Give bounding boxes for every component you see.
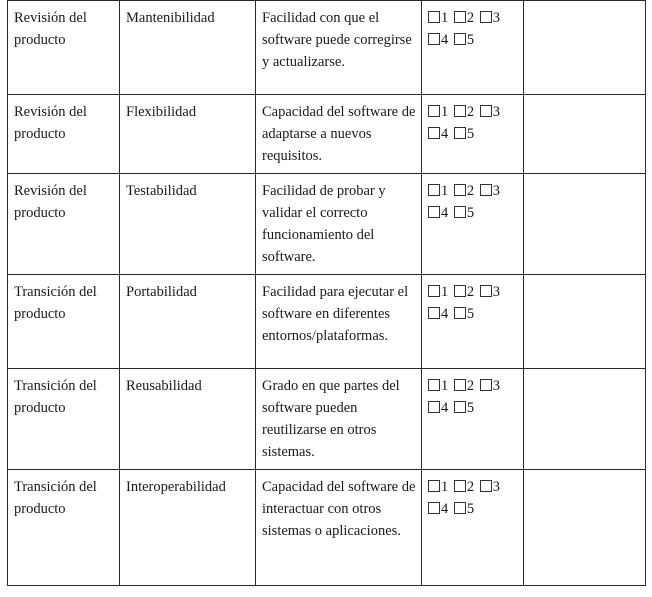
checkbox-icon[interactable] (454, 285, 466, 297)
attribute-cell: Portabilidad (120, 275, 256, 369)
observations-cell[interactable] (524, 174, 646, 275)
rating-option[interactable]: 1 (428, 375, 448, 397)
description-cell: Facilidad para ejecutar el software en diferentes entornos/plataformas. (256, 275, 422, 369)
checkbox-icon[interactable] (428, 502, 440, 514)
rating-options (428, 7, 518, 51)
rating-option[interactable]: 1 (428, 476, 448, 498)
description-cell: Grado en que partes del software pueden reutilizarse en otros sistemas. (256, 369, 422, 470)
category-cell: Transición del producto (8, 470, 120, 586)
checkbox-icon[interactable] (480, 480, 492, 492)
checkbox-icon[interactable] (454, 206, 466, 218)
rating-option[interactable]: 5 (454, 397, 474, 419)
observations-cell[interactable] (524, 1, 646, 95)
category-cell: Revisión del producto (8, 1, 120, 95)
rating-option[interactable]: 2 (454, 281, 474, 303)
observations-cell[interactable] (524, 369, 646, 470)
checkbox-icon[interactable] (454, 33, 466, 45)
rating-option[interactable]: 1 (428, 281, 448, 303)
observations-cell[interactable] (524, 95, 646, 174)
rating-cell (422, 275, 524, 369)
category-cell: Revisión del producto (8, 174, 120, 275)
checkbox-icon[interactable] (428, 206, 440, 218)
table-row (8, 275, 646, 369)
rating-option[interactable]: 4 (428, 303, 448, 325)
rating-option[interactable]: 2 (454, 7, 474, 29)
rating-options (428, 180, 518, 224)
checkbox-icon[interactable] (454, 105, 466, 117)
attribute-cell: Mantenibilidad (120, 1, 256, 95)
checkbox-icon[interactable] (480, 105, 492, 117)
rating-options (428, 476, 518, 520)
rating-option[interactable]: 5 (454, 498, 474, 520)
table-row (8, 174, 646, 275)
checkbox-icon[interactable] (454, 307, 466, 319)
category-cell: Transición del producto (8, 369, 120, 470)
rating-options (428, 101, 518, 145)
checkbox-icon[interactable] (454, 11, 466, 23)
checkbox-icon[interactable] (428, 184, 440, 196)
checkbox-icon[interactable] (454, 184, 466, 196)
rating-option[interactable]: 5 (454, 123, 474, 145)
rating-option[interactable]: 1 (428, 180, 448, 202)
rating-option[interactable]: 2 (454, 180, 474, 202)
rating-option[interactable]: 2 (454, 101, 474, 123)
rating-cell (422, 1, 524, 95)
rating-options (428, 281, 518, 325)
table-body (8, 1, 646, 586)
rating-option[interactable]: 4 (428, 202, 448, 224)
checkbox-icon[interactable] (428, 11, 440, 23)
rating-option[interactable]: 3 (480, 281, 500, 303)
checkbox-icon[interactable] (480, 11, 492, 23)
checkbox-icon[interactable] (428, 285, 440, 297)
rating-cell (422, 174, 524, 275)
checkbox-icon[interactable] (428, 127, 440, 139)
rating-option[interactable]: 2 (454, 375, 474, 397)
observations-cell[interactable] (524, 470, 646, 586)
rating-cell (422, 369, 524, 470)
rating-option[interactable]: 3 (480, 7, 500, 29)
table-row (8, 95, 646, 174)
checkbox-icon[interactable] (454, 127, 466, 139)
checkbox-icon[interactable] (428, 379, 440, 391)
attribute-cell: Testabilidad (120, 174, 256, 275)
rating-cell (422, 470, 524, 586)
rating-option[interactable]: 1 (428, 101, 448, 123)
rating-option[interactable]: 3 (480, 180, 500, 202)
description-cell: Capacidad del software de adaptarse a nuevos requisitos. (256, 95, 422, 174)
category-cell: Revisión del producto (8, 95, 120, 174)
checkbox-icon[interactable] (428, 480, 440, 492)
description-cell: Capacidad del software de interactuar con otros sistemas o aplicaciones. (256, 470, 422, 586)
rating-cell (422, 95, 524, 174)
rating-option[interactable]: 1 (428, 7, 448, 29)
attribute-cell: Reusabilidad (120, 369, 256, 470)
checkbox-icon[interactable] (428, 401, 440, 413)
checkbox-icon[interactable] (454, 401, 466, 413)
rating-option[interactable]: 5 (454, 303, 474, 325)
rating-option[interactable]: 3 (480, 375, 500, 397)
checkbox-icon[interactable] (454, 379, 466, 391)
rating-option[interactable]: 4 (428, 397, 448, 419)
checkbox-icon[interactable] (480, 184, 492, 196)
table-row (8, 470, 646, 586)
table-row (8, 369, 646, 470)
rating-option[interactable]: 5 (454, 202, 474, 224)
rating-option[interactable]: 4 (428, 29, 448, 51)
checkbox-icon[interactable] (480, 285, 492, 297)
description-cell: Facilidad con que el software puede corregirse y actualizarse. (256, 1, 422, 95)
observations-cell[interactable] (524, 275, 646, 369)
checkbox-icon[interactable] (428, 105, 440, 117)
quality-evaluation-table (7, 0, 646, 586)
table-row (8, 1, 646, 95)
attribute-cell: Interoperabilidad (120, 470, 256, 586)
rating-option[interactable]: 5 (454, 29, 474, 51)
rating-option[interactable]: 4 (428, 123, 448, 145)
checkbox-icon[interactable] (428, 33, 440, 45)
rating-option[interactable]: 4 (428, 498, 448, 520)
rating-option[interactable]: 3 (480, 476, 500, 498)
description-cell: Facilidad de probar y validar el correcto funcionamiento del software. (256, 174, 422, 275)
category-cell: Transición del producto (8, 275, 120, 369)
checkbox-icon[interactable] (454, 480, 466, 492)
attribute-cell: Flexibilidad (120, 95, 256, 174)
checkbox-icon[interactable] (454, 502, 466, 514)
rating-option[interactable]: 3 (480, 101, 500, 123)
checkbox-icon[interactable] (428, 307, 440, 319)
rating-options (428, 375, 518, 419)
rating-option[interactable]: 2 (454, 476, 474, 498)
checkbox-icon[interactable] (480, 379, 492, 391)
